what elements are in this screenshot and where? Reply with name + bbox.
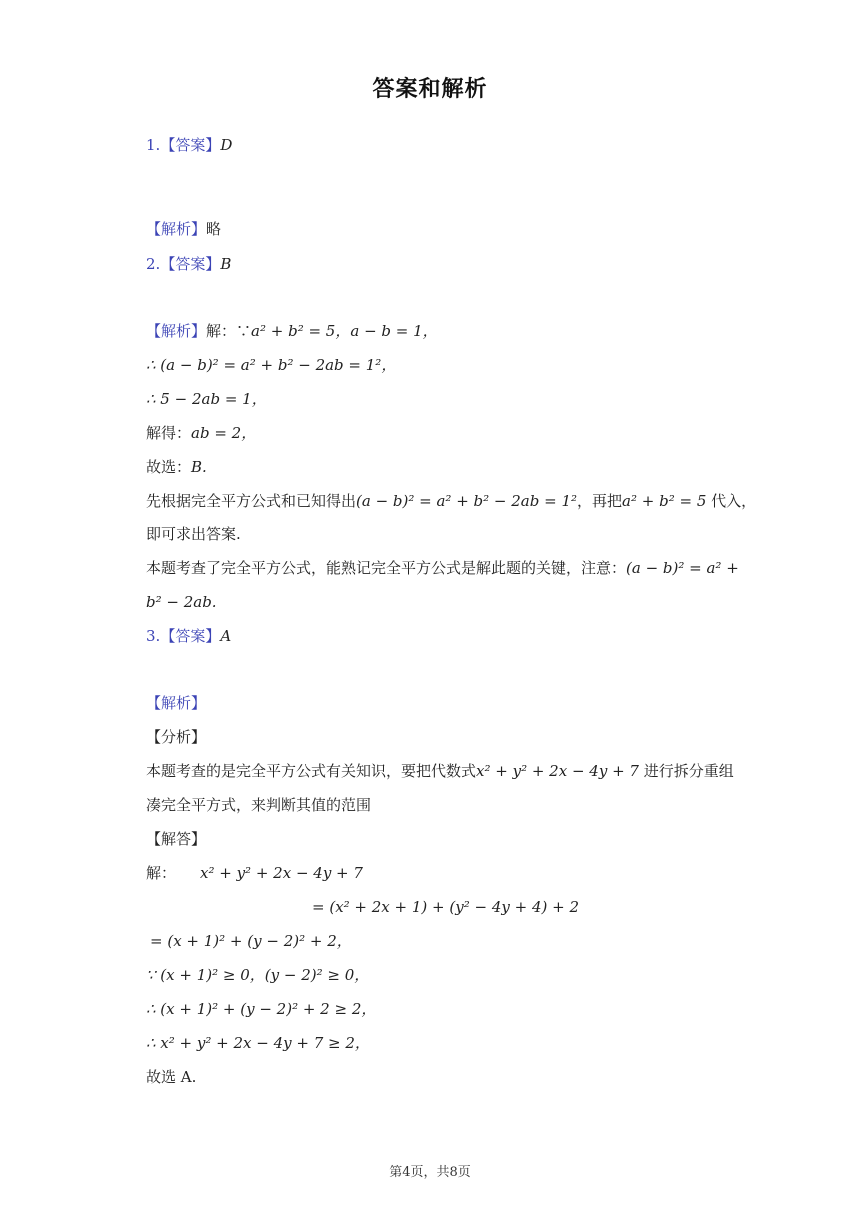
q3-answer-line bbox=[146, 626, 231, 646]
q3-sol5: ∴ (x + 1)² + (y − 2)² + 2 ≥ 2， bbox=[146, 1000, 377, 1018]
q3-analysis-head: 【分析】 bbox=[146, 728, 207, 746]
q3-analysis-expr: x² + y² + 2x − 4y + 7 bbox=[476, 762, 639, 780]
q2-note-line4: b² − 2ab. bbox=[146, 593, 217, 611]
q1-analysis: 略 bbox=[206, 220, 222, 238]
q2-answer: B bbox=[220, 255, 232, 273]
q2-given: a² + b² = 5，a − b = 1， bbox=[251, 322, 438, 340]
q2-note3-formula: (a − b)² = a² + bbox=[626, 559, 739, 577]
q1-number: 1. bbox=[146, 136, 161, 154]
q3-analysis-text: 本题考查的是完全平方公式有关知识，要把代数式 bbox=[146, 762, 477, 780]
q2-note1-text: 先根据完全平方公式和已知得出 bbox=[146, 492, 357, 510]
q2-solve: ab = 2， bbox=[191, 424, 257, 442]
q3-sol1: x² + y² + 2x − 4y + 7 bbox=[200, 864, 363, 882]
q2-step2: ∴ 5 − 2ab = 1， bbox=[146, 390, 267, 408]
q3-analysis-line2: 凑完全平方式，来判断其值的范围 bbox=[146, 796, 372, 814]
q2-step1: ∴ (a − b)² = a² + b² − 2ab = 1²， bbox=[146, 356, 397, 374]
q1-analysis-tag: 【解析】 bbox=[146, 220, 207, 238]
q1-answer-line bbox=[146, 135, 232, 155]
page-footer: 第4页，共8页 bbox=[389, 1165, 471, 1180]
q3-number: 3. bbox=[146, 627, 161, 645]
q2-note-line3 bbox=[146, 558, 739, 578]
page-title: 答案和解析 bbox=[372, 77, 488, 102]
q2-choice-line bbox=[146, 457, 207, 477]
q2-choice-prefix: 故选： bbox=[146, 458, 192, 476]
q2-number: 2. bbox=[146, 255, 161, 273]
q2-analysis-tag: 【解析】 bbox=[146, 322, 207, 340]
q3-sol2: = (x² + 2x + 1) + (y² − 4y + 4) + 2 bbox=[312, 898, 579, 916]
q2-given-prefix: 解：∵ bbox=[206, 322, 252, 340]
q2-note1-text-c: 代入， bbox=[706, 492, 757, 510]
q3-analysis-line1 bbox=[146, 761, 734, 781]
q2-answer-line bbox=[146, 254, 231, 274]
q3-analysis-tag: 【解析】 bbox=[146, 694, 207, 712]
q2-solve-prefix: 解得： bbox=[146, 424, 192, 442]
q3-sol6: ∴ x² + y² + 2x − 4y + 7 ≥ 2， bbox=[146, 1034, 370, 1052]
q1-analysis-line bbox=[146, 219, 221, 239]
q1-answer: D bbox=[220, 136, 233, 154]
q2-solve-line bbox=[146, 423, 256, 443]
q1-answer-tag: 【答案】 bbox=[160, 136, 221, 154]
q3-sol4: ∵ (x + 1)² ≥ 0，(y − 2)² ≥ 0， bbox=[146, 966, 370, 984]
q3-answer: A bbox=[220, 627, 232, 645]
q2-note-line1 bbox=[146, 491, 756, 511]
q3-solution-head: 【解答】 bbox=[146, 830, 207, 848]
q2-given-line bbox=[146, 321, 438, 341]
q2-note-line2: 即可求出答案. bbox=[146, 525, 241, 543]
q3-answer-tag: 【答案】 bbox=[160, 627, 221, 645]
q3-sol7: 故选 A. bbox=[146, 1068, 197, 1086]
q2-answer-tag: 【答案】 bbox=[160, 255, 221, 273]
q2-note1-formula2: a² + b² = 5 bbox=[622, 492, 707, 510]
q2-note1-text-b: ，再把 bbox=[577, 492, 623, 510]
q3-sol-prefix: 解： bbox=[146, 864, 177, 882]
q2-note1-formula: (a − b)² = a² + b² − 2ab = 1² bbox=[356, 492, 578, 510]
q2-choice: B. bbox=[191, 458, 207, 476]
q2-note3-text: 本题考查了完全平方公式，能熟记完全平方公式是解此题的关键，注意： bbox=[146, 559, 627, 577]
q3-sol3: = (x + 1)² + (y − 2)² + 2， bbox=[150, 932, 352, 950]
q3-analysis-text-b: 进行拆分重组 bbox=[638, 762, 734, 780]
